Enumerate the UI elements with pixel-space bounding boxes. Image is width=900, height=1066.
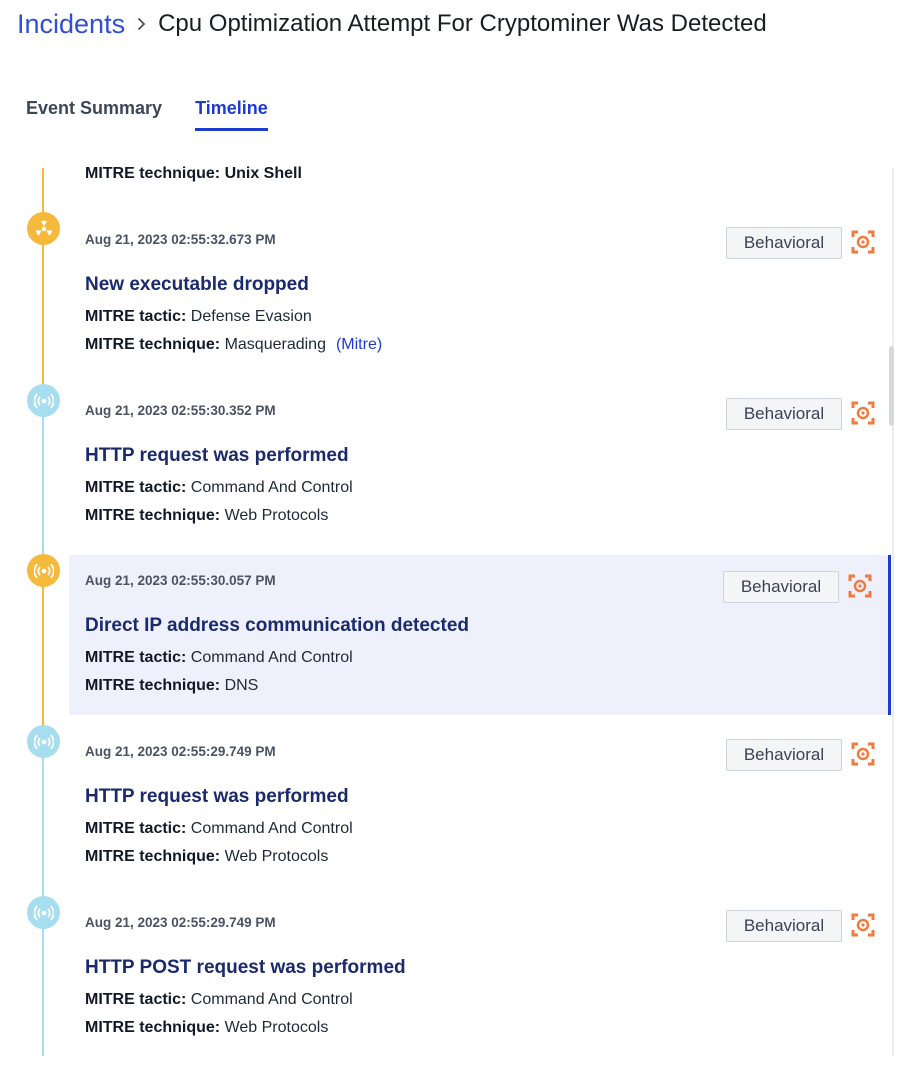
event-tactic: MITRE tactic: Command And Control: [85, 991, 353, 1008]
event-tactic: MITRE tactic: Command And Control: [85, 820, 353, 837]
timeline-node: [27, 384, 60, 417]
event-technique: MITRE technique: Web Protocols: [85, 1019, 329, 1036]
timeline-node: [27, 725, 60, 758]
target-icon[interactable]: [851, 401, 875, 425]
target-icon[interactable]: [851, 742, 875, 766]
behavioral-badge[interactable]: Behavioral: [726, 227, 842, 259]
tab-event-summary[interactable]: Event Summary: [26, 98, 163, 118]
behavioral-badge[interactable]: Behavioral: [723, 571, 839, 603]
event-title[interactable]: New executable dropped: [85, 274, 309, 295]
breadcrumb-incidents-link[interactable]: Incidents: [17, 8, 126, 39]
event-tactic: MITRE tactic: Command And Control: [85, 649, 353, 666]
event-timestamp: Aug 21, 2023 02:55:29.749 PM: [85, 744, 276, 759]
event-timestamp: Aug 21, 2023 02:55:29.749 PM: [85, 915, 276, 930]
tab-timeline[interactable]: Timeline: [195, 94, 268, 131]
timeline-node: [27, 212, 60, 245]
timeline-event[interactable]: [69, 393, 891, 553]
network-broadcast-icon: [34, 391, 54, 411]
network-broadcast-icon: [34, 903, 54, 923]
event-technique: MITRE technique: Masquerading (Mitre): [85, 336, 383, 353]
timeline-node: [27, 896, 60, 929]
chevron-right-icon: [137, 17, 146, 31]
event-title[interactable]: Direct IP address communication detected: [85, 615, 469, 636]
event-technique: MITRE technique: DNS: [85, 677, 259, 694]
event-timestamp: Aug 21, 2023 02:55:30.057 PM: [85, 573, 276, 588]
event-technique: MITRE technique: Web Protocols: [85, 507, 329, 524]
partial-event-technique: MITRE technique: Unix Shell: [85, 165, 302, 182]
timeline-event[interactable]: [69, 222, 891, 382]
timeline-line-segment: [42, 583, 44, 743]
timeline-event[interactable]: [69, 734, 891, 894]
timeline-event[interactable]: [69, 905, 891, 1065]
event-timestamp: Aug 21, 2023 02:55:32.673 PM: [85, 232, 276, 247]
target-icon[interactable]: [848, 574, 872, 598]
target-icon[interactable]: [851, 230, 875, 254]
breadcrumb: [17, 6, 767, 42]
behavioral-badge[interactable]: Behavioral: [726, 910, 842, 942]
timeline-event-selected[interactable]: [69, 555, 891, 715]
event-tactic: MITRE tactic: Defense Evasion: [85, 308, 312, 325]
event-technique: MITRE technique: Web Protocols: [85, 848, 329, 865]
radiation-icon: [34, 219, 54, 239]
event-title[interactable]: HTTP request was performed: [85, 786, 349, 807]
behavioral-badge[interactable]: Behavioral: [726, 398, 842, 430]
network-broadcast-icon: [34, 732, 54, 752]
event-title[interactable]: HTTP request was performed: [85, 445, 349, 466]
timeline-node: [27, 554, 60, 587]
event-tactic: MITRE tactic: Command And Control: [85, 479, 353, 496]
mitre-link[interactable]: (Mitre): [335, 336, 383, 353]
tab-bar: [26, 94, 301, 134]
behavioral-badge[interactable]: Behavioral: [726, 739, 842, 771]
page-title: Cpu Optimization Attempt For Cryptominer Was Detected: [158, 10, 767, 37]
event-title[interactable]: HTTP POST request was performed: [85, 957, 406, 978]
scrollbar-track[interactable]: [892, 168, 894, 1056]
event-timestamp: Aug 21, 2023 02:55:30.352 PM: [85, 403, 276, 418]
network-broadcast-icon: [34, 561, 54, 581]
target-icon[interactable]: [851, 913, 875, 937]
